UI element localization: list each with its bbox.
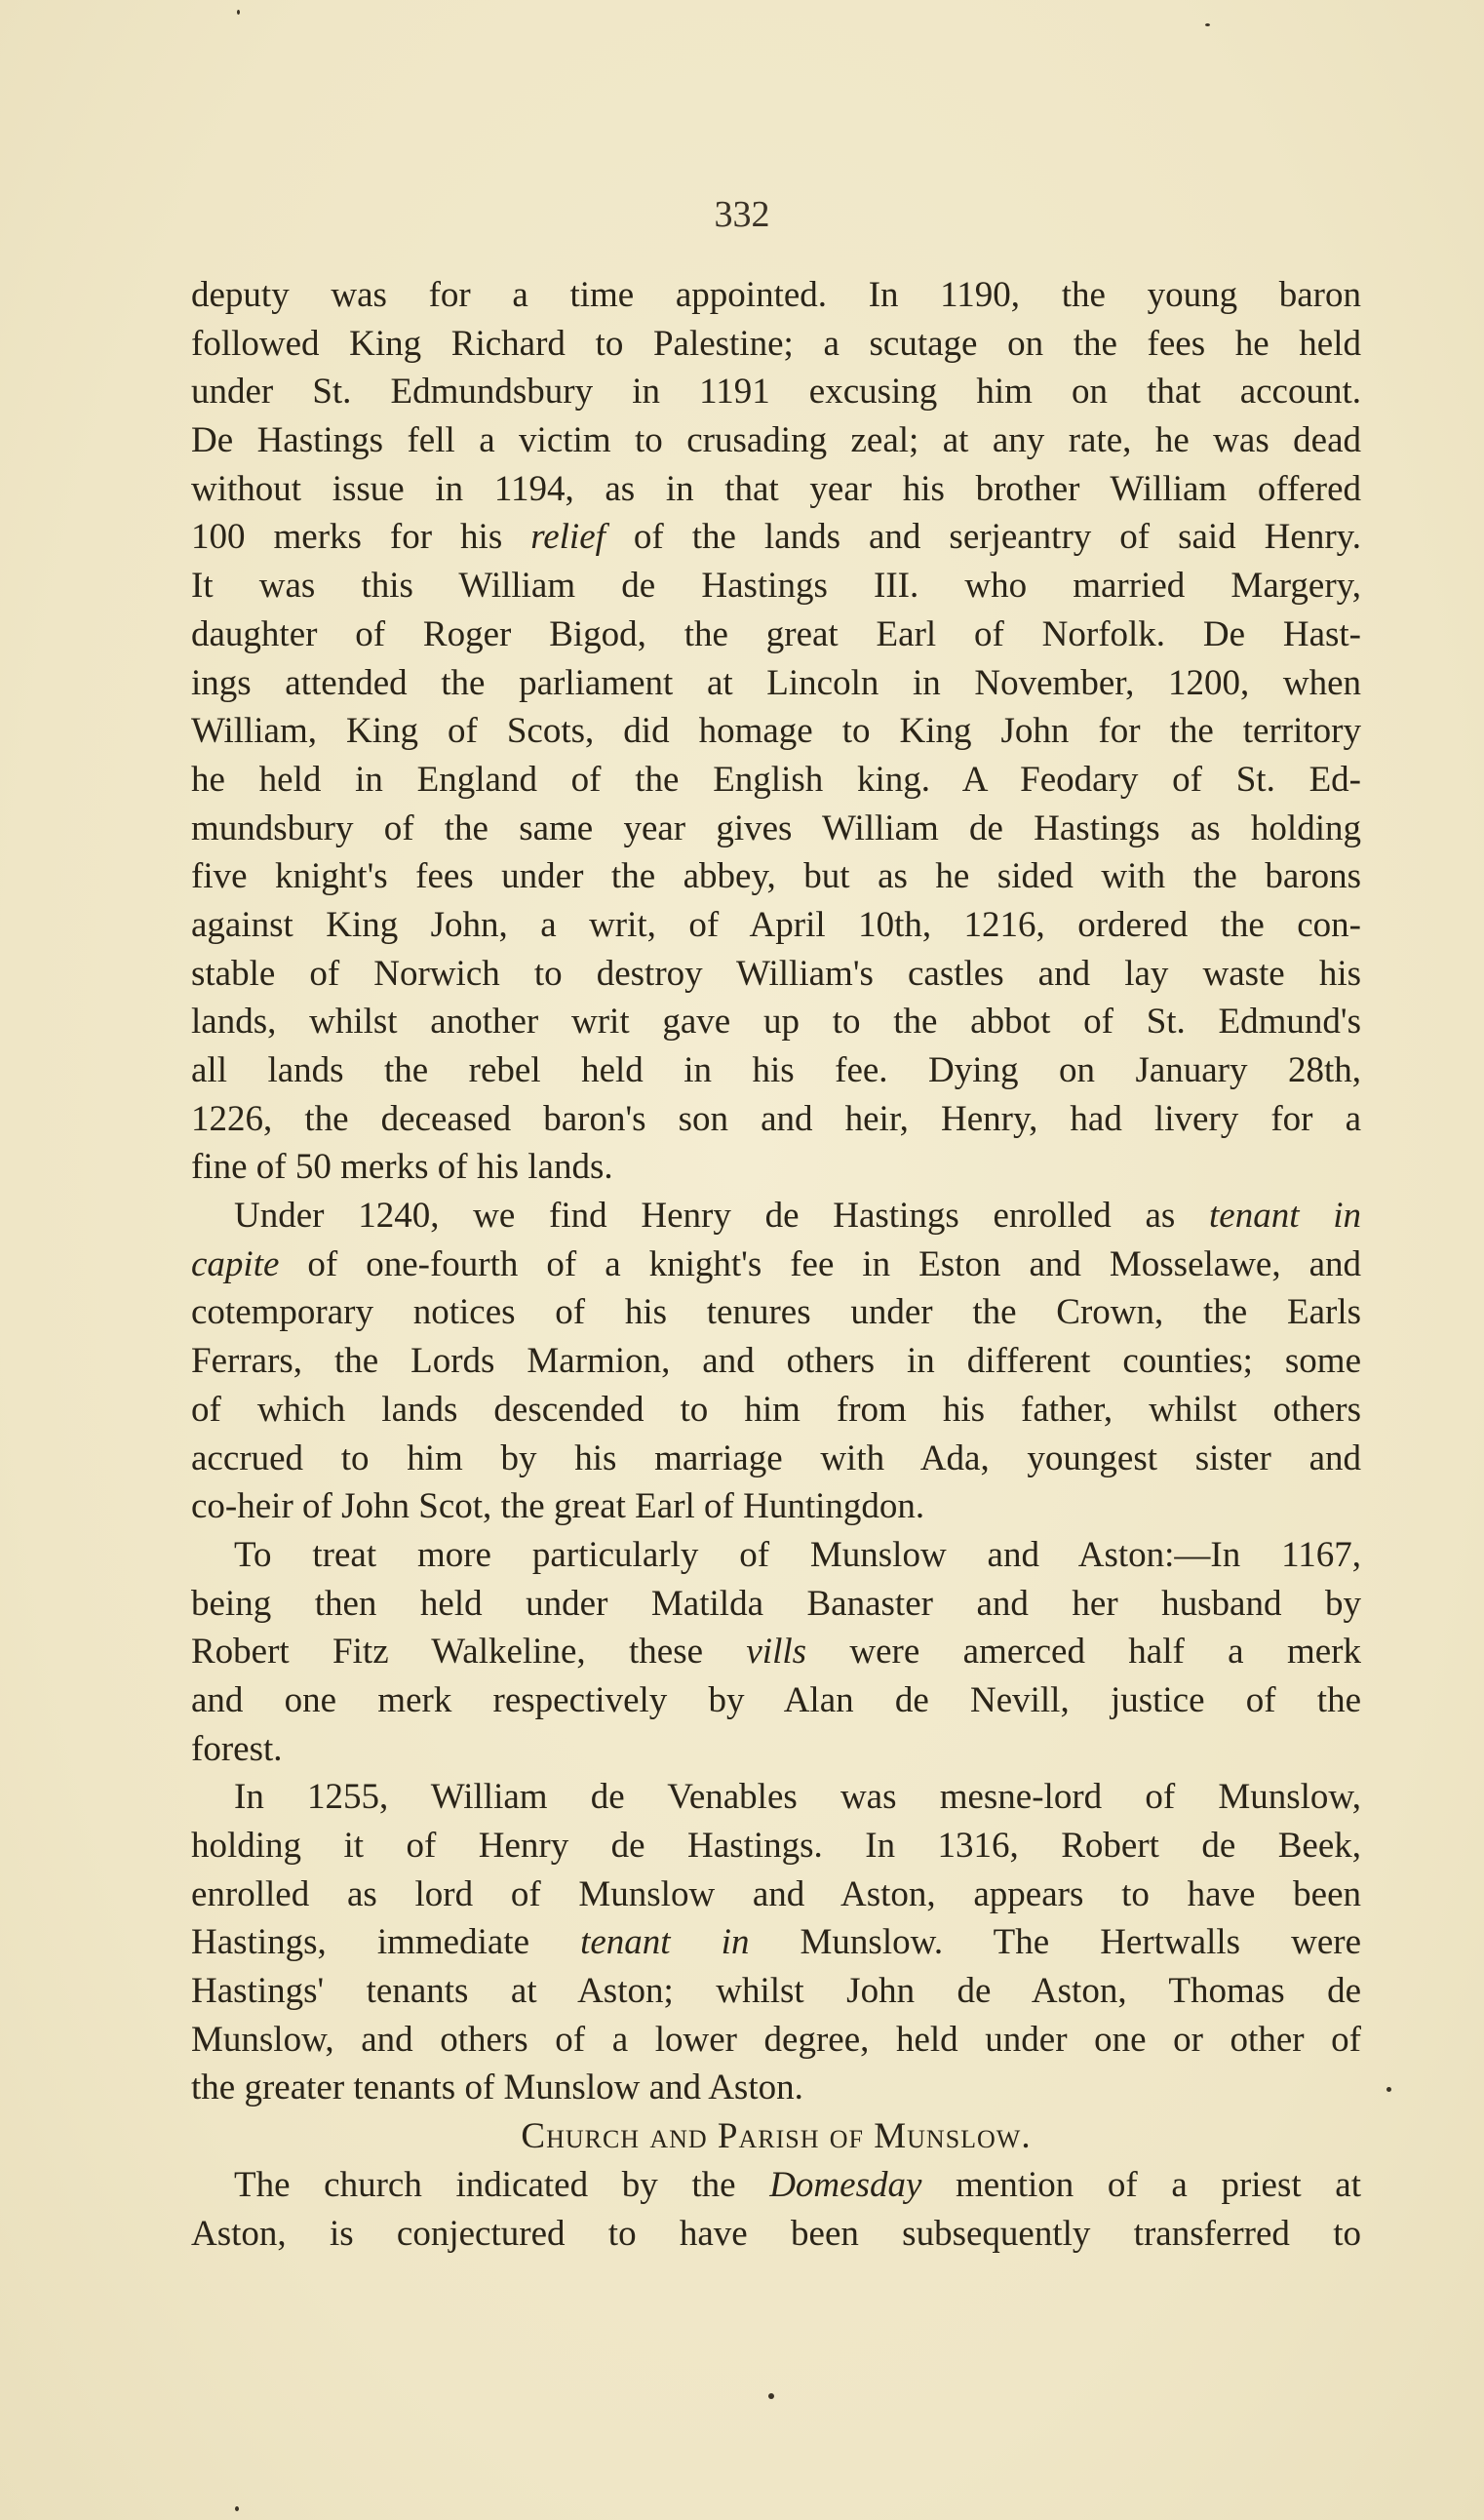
- text-line: forest.: [191, 1728, 283, 1769]
- body-text: [191, 271, 1361, 2258]
- text-line: daughter of Roger Bigod, the great Earl of Norfolk. De Hast-: [191, 613, 1361, 654]
- text-line: and one merk respectively by Alan de Nevill, justice of the: [191, 1679, 1361, 1720]
- text-line: Munslow, and others of a lower degree, held under one or other of: [191, 2019, 1361, 2060]
- scan-speck: [237, 10, 240, 15]
- text-line: In 1255, William de Venables was mesne-lord of Munslow,: [234, 1777, 1361, 1818]
- text-line: five knight's fees under the abbey, but as he sided with the barons: [191, 856, 1361, 897]
- text-line: co-heir of John Scot, the great Earl of Huntingdon.: [191, 1486, 925, 1527]
- text-line: The church indicated by the Domesday mention of a priest at: [234, 2164, 1361, 2205]
- text-line: of which lands descended to him from his father, whilst others: [191, 1389, 1361, 1430]
- text-line: Robert Fitz Walkeline, these vills were amerced half a merk: [191, 1632, 1361, 1673]
- text-line: It was this William de Hastings III. who married Margery,: [191, 566, 1361, 607]
- text-line: 100 merks for his relief of the lands and serjeantry of said Henry.: [191, 517, 1361, 558]
- text-line: lands, whilst another writ gave up to the abbot of St. Edmund's: [191, 1002, 1361, 1043]
- scan-speck: [1205, 23, 1210, 26]
- text-line: Under 1240, we find Henry de Hastings enrolled as tenant in: [234, 1196, 1361, 1237]
- paragraph-3: [191, 1531, 1361, 1773]
- text-line: Hastings, immediate tenant in Munslow. The Hertwalls were: [191, 1922, 1362, 1963]
- text-line: under St. Edmundsbury in 1191 excusing him on that account.: [191, 372, 1361, 413]
- text-line: fine of 50 merks of his lands.: [191, 1147, 613, 1188]
- paragraph-2: [191, 1192, 1361, 1531]
- text-line: Aston, is conjectured to have been subsequently transferred to: [191, 2213, 1361, 2254]
- text-line: enrolled as lord of Munslow and Aston, appears to have been: [191, 1873, 1361, 1914]
- text-line: cotemporary notices of his tenures under the Crown, the Earls: [191, 1292, 1361, 1333]
- text-line: To treat more particularly of Munslow and Aston:—In 1167,: [234, 1534, 1361, 1575]
- text-line: De Hastings fell a victim to crusading zeal; at any rate, he was dead: [191, 420, 1361, 461]
- text-line: 1226, the deceased baron's son and heir, Henry, had livery for a: [191, 1098, 1361, 1139]
- scan-speck: [1386, 2087, 1391, 2092]
- paragraph-4: [191, 1773, 1361, 2112]
- section-heading: Church and Parish of Munslow.: [521, 2116, 1032, 2157]
- scan-speck: [235, 2506, 239, 2511]
- text-line: followed King Richard to Palestine; a scutage on the fees he held: [191, 323, 1361, 364]
- text-line: accrued to him by his marriage with Ada, youngest sister and: [191, 1437, 1361, 1478]
- paragraph-1: [191, 271, 1361, 1192]
- text-line: he held in England of the English king. A Feodary of St. Ed-: [191, 759, 1361, 800]
- text-line: the greater tenants of Munslow and Aston.: [191, 2067, 803, 2108]
- text-line: all lands the rebel held in his fee. Dying on January 28th,: [191, 1050, 1361, 1090]
- text-line: deputy was for a time appointed. In 1190, the young baron: [191, 275, 1361, 315]
- text-line: William, King of Scots, did homage to King John for the territory: [191, 711, 1361, 752]
- scan-speck: [768, 2393, 774, 2399]
- text-line: mundsbury of the same year gives William de Hastings as holding: [191, 807, 1361, 848]
- text-line: ings attended the parliament at Lincoln in November, 1200, when: [191, 662, 1361, 703]
- text-line: holding it of Henry de Hastings. In 1316, Robert de Beek,: [191, 1826, 1361, 1866]
- text-line: Hastings' tenants at Aston; whilst John de Aston, Thomas de: [191, 1971, 1361, 2012]
- paragraph-5: [191, 2161, 1361, 2258]
- text-line: being then held under Matilda Banaster and her husband by: [191, 1583, 1361, 1624]
- page-number: 332: [714, 194, 770, 235]
- text-line: Ferrars, the Lords Marmion, and others in different counties; some: [191, 1341, 1361, 1382]
- text-line: capite of one-fourth of a knight's fee in Eston and Mosselawe, and: [191, 1243, 1361, 1284]
- text-line: against King John, a writ, of April 10th, 1216, ordered the con-: [191, 904, 1361, 945]
- text-line: stable of Norwich to destroy William's castles and lay waste his: [191, 953, 1361, 994]
- text-line: without issue in 1194, as in that year his brother William offered: [191, 468, 1361, 509]
